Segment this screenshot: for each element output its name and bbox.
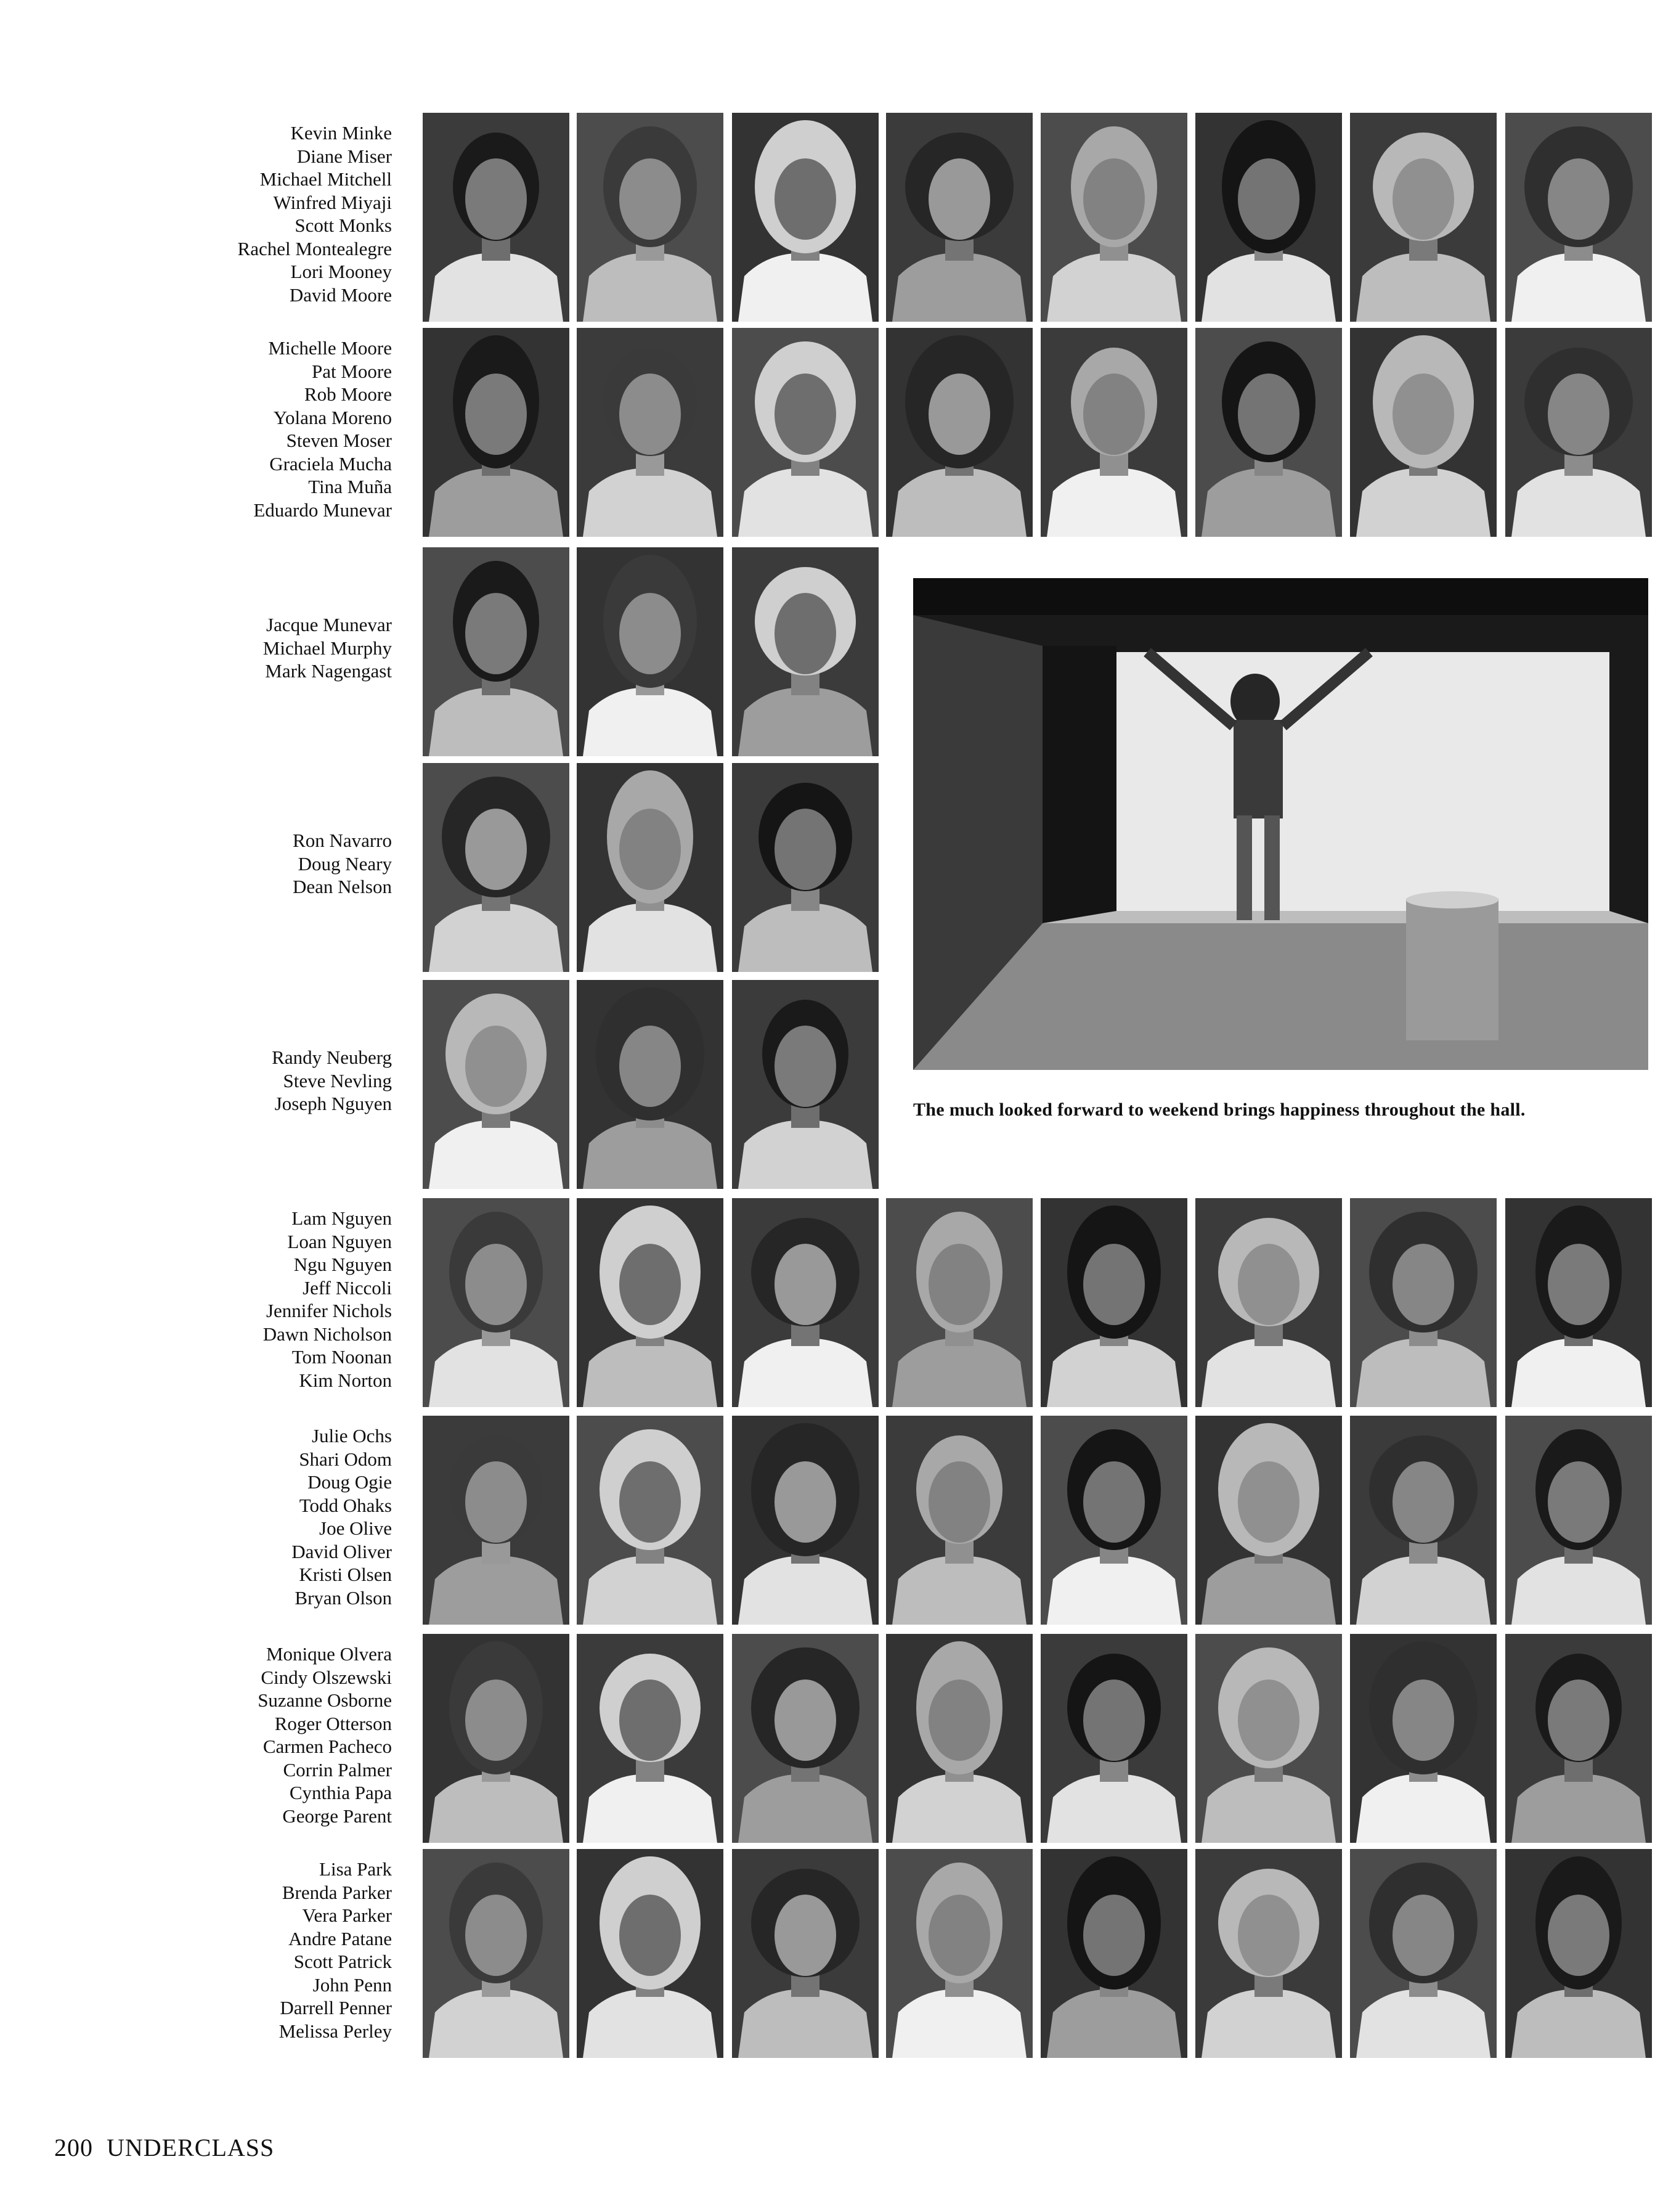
student-portrait	[886, 1198, 1033, 1407]
student-name: Melissa Perley	[279, 2020, 392, 2042]
student-portrait	[732, 1634, 879, 1843]
student-portrait	[886, 1416, 1033, 1625]
student-name: John Penn	[312, 1973, 392, 1996]
student-name: Cindy Olszewski	[261, 1666, 392, 1688]
student-name: David Oliver	[291, 1540, 392, 1562]
student-portrait	[1350, 1416, 1497, 1625]
student-name: Pat Moore	[311, 360, 392, 382]
student-name: Todd Ohaks	[299, 1494, 392, 1516]
student-name: Tom Noonan	[291, 1346, 392, 1368]
student-portrait	[1195, 1198, 1342, 1407]
student-name: Dean Nelson	[293, 876, 392, 897]
name-list	[170, 121, 392, 306]
student-name: Bryan Olson	[295, 1586, 392, 1609]
student-portrait	[577, 1416, 723, 1625]
student-name: David Moore	[289, 284, 392, 306]
student-name: Brenda Parker	[282, 1881, 392, 1903]
student-name: Vera Parker	[302, 1904, 392, 1926]
student-name: Eduardo Munevar	[253, 499, 392, 521]
student-name: Rob Moore	[304, 383, 392, 405]
student-portrait	[886, 1634, 1033, 1843]
student-name: Kevin Minke	[290, 122, 392, 144]
name-list	[170, 337, 392, 521]
page-folio	[54, 2133, 274, 2162]
student-name: Cynthia Papa	[289, 1782, 392, 1803]
student-portrait	[423, 328, 569, 537]
student-name: Randy Neuberg	[272, 1047, 392, 1068]
student-portrait	[1350, 328, 1497, 537]
student-name: Kristi Olsen	[299, 1564, 392, 1585]
student-name: Roger Otterson	[274, 1712, 392, 1734]
student-portrait	[577, 328, 723, 537]
student-portrait	[423, 113, 569, 322]
student-name: Doug Neary	[298, 852, 392, 875]
student-portrait	[577, 763, 723, 972]
student-name: Kim Norton	[299, 1369, 392, 1391]
student-name: Jacque Munevar	[266, 614, 392, 635]
student-name: Dawn Nicholson	[262, 1323, 392, 1345]
student-name: Tina Muña	[308, 476, 392, 497]
student-portrait	[1195, 113, 1342, 322]
student-portrait	[1195, 1416, 1342, 1625]
student-name: Yolana Moreno	[273, 406, 392, 428]
student-name: Andre Patane	[288, 1927, 392, 1949]
student-portrait	[732, 1849, 879, 2058]
student-name: Doug Ogie	[307, 1471, 392, 1493]
student-portrait	[1195, 1849, 1342, 2058]
student-name: Monique Olvera	[266, 1643, 392, 1665]
student-portrait	[577, 547, 723, 756]
student-name: Loan Nguyen	[287, 1230, 392, 1252]
student-portrait	[1041, 113, 1187, 322]
student-portrait	[1350, 113, 1497, 322]
student-portrait	[1505, 1198, 1652, 1407]
student-name: Carmen Pacheco	[262, 1736, 392, 1757]
student-name: Corrin Palmer	[283, 1758, 392, 1781]
student-name: Ron Navarro	[293, 830, 392, 851]
student-portrait	[1041, 328, 1187, 537]
student-name: Joe Olive	[319, 1517, 392, 1539]
name-list	[170, 1858, 392, 2043]
student-portrait	[1505, 328, 1652, 537]
student-portrait	[1505, 113, 1652, 322]
student-portrait	[1505, 1634, 1652, 1843]
student-portrait	[423, 763, 569, 972]
student-name: Michael Murphy	[262, 637, 392, 659]
student-portrait	[423, 1849, 569, 2058]
name-list	[170, 613, 392, 683]
student-name: Julie Ochs	[311, 1425, 392, 1447]
student-name: Graciela Mucha	[269, 452, 392, 475]
student-portrait	[1041, 1198, 1187, 1407]
student-portrait	[732, 980, 879, 1189]
student-portrait	[1195, 328, 1342, 537]
student-name: Jeff Niccoli	[303, 1276, 392, 1299]
student-portrait	[732, 763, 879, 972]
student-name: Rachel Montealegre	[237, 237, 392, 259]
student-portrait	[732, 113, 879, 322]
student-portrait	[1350, 1849, 1497, 2058]
student-portrait	[1195, 1634, 1342, 1843]
student-portrait	[886, 1849, 1033, 2058]
student-name: Lori Mooney	[290, 261, 392, 282]
student-portrait	[577, 980, 723, 1189]
student-portrait	[1350, 1634, 1497, 1843]
name-list	[170, 1046, 392, 1116]
student-portrait	[1350, 1198, 1497, 1407]
name-list	[170, 829, 392, 899]
feature-photo	[913, 578, 1648, 1070]
student-name: Scott Monks	[295, 214, 392, 236]
student-portrait	[732, 1198, 879, 1407]
student-portrait	[423, 1416, 569, 1625]
page-number: 200	[54, 2134, 93, 2161]
student-portrait	[732, 547, 879, 756]
student-name: Suzanne Osborne	[258, 1689, 392, 1711]
name-list	[170, 1207, 392, 1392]
student-portrait	[1505, 1416, 1652, 1625]
student-name: Mark Nagengast	[265, 660, 392, 682]
student-portrait	[577, 1198, 723, 1407]
student-portrait	[577, 113, 723, 322]
photo-caption: The much looked forward to weekend brings happiness throughout the hall.	[913, 1100, 1526, 1120]
name-list	[170, 1643, 392, 1827]
student-name: Shari Odom	[299, 1448, 392, 1470]
student-name: Steve Nevling	[283, 1069, 392, 1092]
student-name: Jennifer Nichols	[266, 1300, 392, 1321]
student-name: Ngu Nguyen	[293, 1254, 392, 1275]
student-portrait	[423, 1634, 569, 1843]
student-portrait	[577, 1849, 723, 2058]
section-title: UNDERCLASS	[107, 2134, 275, 2161]
student-name: Joseph Nguyen	[274, 1093, 392, 1114]
student-name: Scott Patrick	[293, 1951, 392, 1972]
student-name: Michael Mitchell	[259, 168, 392, 190]
student-portrait	[732, 1416, 879, 1625]
student-name: Lisa Park	[319, 1858, 392, 1880]
student-portrait	[886, 328, 1033, 537]
student-portrait	[1041, 1849, 1187, 2058]
student-portrait	[577, 1634, 723, 1843]
student-portrait	[732, 328, 879, 537]
student-name: Diane Miser	[296, 145, 392, 167]
student-name: Darrell Penner	[280, 1997, 392, 2018]
name-list	[170, 1424, 392, 1609]
student-portrait	[423, 547, 569, 756]
student-name: George Parent	[282, 1805, 392, 1827]
student-portrait	[1041, 1634, 1187, 1843]
student-name: Lam Nguyen	[291, 1207, 392, 1229]
student-portrait	[423, 1198, 569, 1407]
student-name: Steven Moser	[286, 430, 392, 451]
student-portrait	[1505, 1849, 1652, 2058]
student-portrait	[886, 113, 1033, 322]
student-name: Michelle Moore	[268, 337, 392, 359]
student-name: Winfred Miyaji	[273, 191, 392, 213]
student-portrait	[423, 980, 569, 1189]
student-portrait	[1041, 1416, 1187, 1625]
